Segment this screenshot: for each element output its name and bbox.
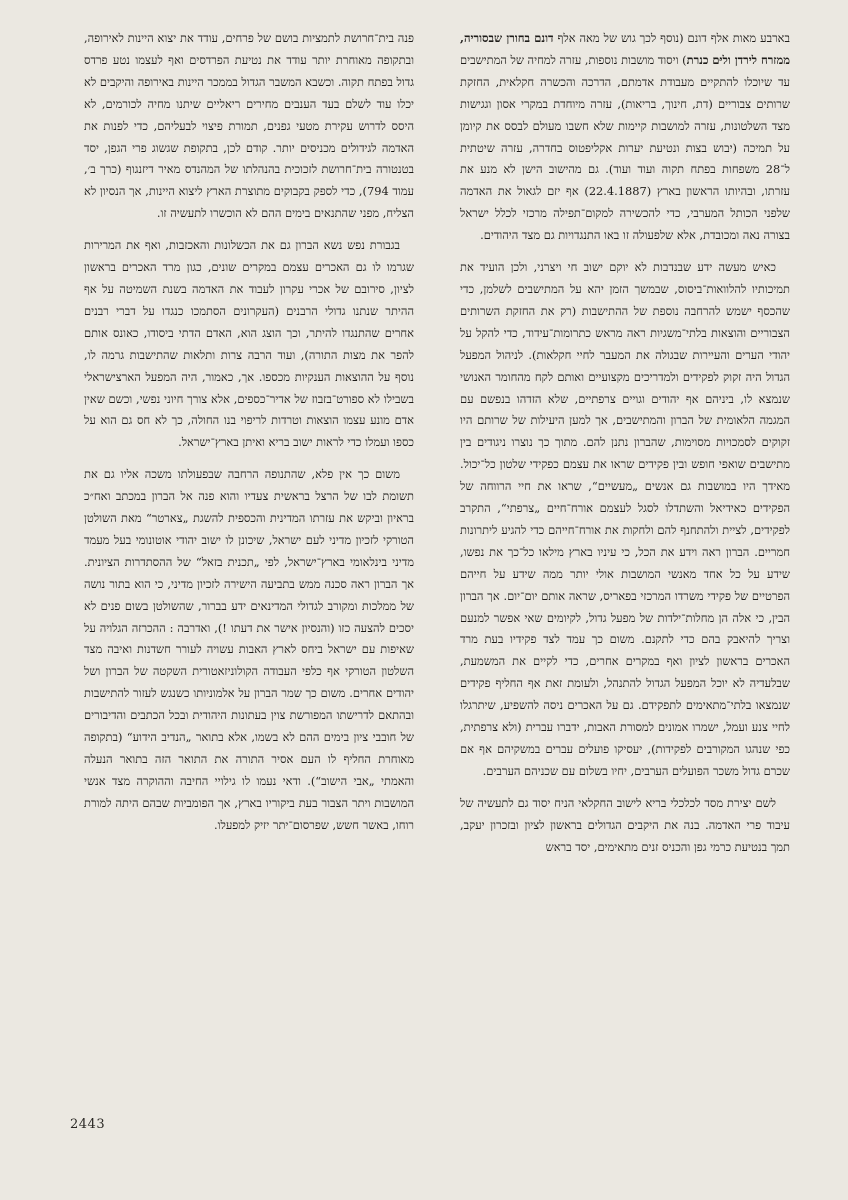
text-column-left [84, 28, 414, 847]
paragraph-text: ) ויסוד מושבות נוספות, עזרה למחיה של המתישבים עד שיוכלו להתקיים מעבודת אדמתם, הדרכה והכשרה חקלאית, החזקת שרותים צבוריים (דת, חינוך, בריאות), עזרה מיוחדת במקרי אסון וגגישות מצד השלטונות, עזרה למושבות קיימות שלא חשבו מעולם לבסס את קיומן על תמיכה (יבוש בצות ונטיעת יערות אקליפטוס בחדרה, עזרה שיטתית ל־28 משפחות בפתח תקוה ועוד ועוד). גם מהישוב הישן לא מנע את עזרתו, ובהיותו הראשון בארץ (22.4.1887) אף יזם לגאול את האדמה שלפני הכותל המערבי, כדי להכשירה למקום־תפילה מרכזי לכלל ישראל בצורה נאה ומכובדת, אלא שלפעולה זו באו התנגדויות גם מצד היהודים. [460, 52, 790, 243]
text-column-right [460, 28, 790, 869]
paragraph: לשם יצירת מסד לכלכלי בריא לישוב החקלאי הניח יסוד גם לתעשיה של עיבוד פרי האדמה. בנה את היקבים הגדולים בראשון לציון ובזכרון יעקב, תמך בנטיעת כרמי גפן והכניס זנים מתאימים, יסד בראש [460, 795, 790, 854]
paragraph [460, 28, 790, 247]
paragraph: כאיש מעשה ידע שבנדבות לא יוקם ישוב חי ויצרני, ולכן הועיד את תמיכותיו להלוואות־ביסוס, שבמשך הזמן יהא על המתישבים לשלמן, כדי שהכסף ישמש להרחבה נוספת של ההתישבות (רק את החזקת השרותים הצבוריים והוצאות בלתי־משגיות ראה מראש כתרומות־עידוד, כדי להקל על יהודי הערים והעיירות שבגולה את המעבר לחיי חקלאות). לניהול המפעל הגדול היה זקוק לפקידים ולמדריכים מקצועיים ואותם לקח מהחומר האנושי שנמצא לו, ביניהם אף יהודים וגויים צרפתיים, שלא הזדהו בנפשם עם המגמה הלאומית של הברון והמתישבים, אך למען היעילות של שרותם היו זקוקים לסמכויות מסוימות, שהברון נתנן להם. מתוך כך נוצרו ניגודים בין מתישבים שואפי חופש ובין פקידים שראו את עצמם כפקידי שלטון כל־יכול. מאידך היו במושבות גם אנשים „מעשיים“, שראו את חיי הרווחה של הפקידים כאידיאל והשתדלו לסגל לעצמם אורח־חיים „צרפתי“, התקרב לפקידים, לציית ולהתחנף להם ולחקות את אורח־חייהם כדי להגיע ליתרונות חמריים. הברון ראה וידע את הכל, כי עיניו בארץ מילאו כל־כך את נפשו, שידע על כל אחד מאנשי המושבות אולי יותר ממה שידע על חייהם הפרטיים של פקידי משרדו המרכזי בפאריס, שראה אותם יום־יום. אך הברון הבין, כי אלה הן מחלות־ילדות של מפעל גדול, לקיומים שאי אפשר למנעם וצריך להיאבק בהם כדי לתקנם. משום כך עמד לצד פקידיו בעת מרד האכרים בראשון לציון ואף במקרים אחרים, כדי לקיים את המשמעת, שבלעדיה לא יוכל המפעל הגדול להתנהל, ולעומת זאת אף החליף פקידים שנמצאו בלתי־מתאימים לתפקידם. גם על האכרים ניסה להשפיע, שיתרגלו לחיי צנע ועמל, ישמרו אמונים למסורת האבות, ידברו עברית (ולא צרפתית, כפי שנהגו המקורבים לפקידות), יעסיקו פועלים עברים במשקיהם אף אם שכרם גדול משכר הפועלים הערבים, יחיו בשלום עם שכניהם הערבים. [460, 260, 790, 778]
page-number: 2443 [70, 1117, 106, 1132]
paragraph: בגבורת נפש נשא הברון גם את הכשלונות והאכזבות, ואף את המרירות שגרמו לו גם האכרים עצמם במקרים שונים, כגון מרד האכרים בראשון לציון, סירובם של אכרי עקרון לעבוד את האדמה בשנת השמיטה על אף ההיתר שנתנו גדולי הרבנים (העקרונים הסתמכו כנגדו על דברי רבנים אחרים שהתנגדו להיתר, וכך הוצג הוא, האדם הדתי ביסודו, כאונס אותם להפר את מצות התורה), ועוד הרבה צרות ותלאות שהתישבות גרמה לו, נוסף על ההוצאות הענקיות מכספו. אך, כאמור, היה המפעל הארצישראלי בשבילו לא ספורט־בזבוז של אדיר־כספים, אלא צורך חיוני נפשי, וכשם שאין אדם מונע עצמו הוצאות וטרדות לריפוי בנו החולה, כך לא חס גם הוא על כספו ועמלו כדי לראות ישוב בריא ואיתן בארץ־ישראל. [84, 238, 414, 450]
bold-phrase: דונם בחורן שבסוריה, ממזרח לירדן וליּם כנרת [460, 31, 790, 67]
paragraph-lead: בארבע מאות אלף דונם (נוסף לכך גוש של מאה אלף [553, 31, 790, 45]
paragraph: משום כך אין פלא, שהתנופה הרחבה שבפעולתו משכה אליו גם את תשומת לבו של הרצל בראשית צעדיו והוא פנה אל הברון במכתב ואח״כ בראיון וביקש את עזרתו המדינית והכספית להשגת „צארטר“ מאת השולטן הטורקי לזכיון מדיני לעם ישראל, שיכונן לו ישוב יהודי אוטונומי בעל מעמד מדיני בינלאומי בארץ־ישראל, לפי „תכנית בזאל“ של ההסתדרות הציונית. אך הברון ראה סכנה ממש בתביעה הישירה לזכיון מדיני, כי הוא בתור נושה של ממלכות ומקורב לגדולי המדינאים ידע בברור, שהשולטן בשום פנים לא יסכים להצעה כזו (והנסיון אישר את דעתו !), ואדרבה : ההכרזה הגלויה על שאיפות עם ישראל ביחס לארץ האבות עשויה לעורר חשדנות ואיבה מצד השלטון הטורקי אף כלפי העבודה הקולוניזאטורית השקטה של הברון ושל יהודים אחרים. משום כך שמר הברון על אלמוניותו כשנגש לעזור להתישבות ובהתאם לדרישתו המפורשת צוין בעתונות היהודית ובכל הכתבים והדיבורים של חובבי ציון בימים ההם לא בשמו, אלא בתואר „הנדיב הידוע“ (בתקופה מאוחרת החליף לו העם אסיר התורה את התואר הזה בתואר הנעלה והאמתי „אבי הישוב“). ודאי נעמו לו גילויי החיבה וההוקרה מצד אנשי המושבות ויתר הצבור בעת ביקוריו בארץ, אך הפומביות שבהם היתה למורת רוחו, באשר חשש, שפרסום־יתר יזיק למפעלו. [84, 467, 414, 832]
paragraph: פנה בית־חרושת לתמציות בושם של פרחים, עודד את יצוא היינות לאירופה, ובתקופה מאוחרת יותר עודד את נטיעת הפרדסים ואף לעצמו נטע פרדס גדול בפתח תקוה. וכשבא המשבר הגדול בממכר היינות באירופה והיקבים לא יכלו עוד לשלם בעד הענבים מחירים ריאליים שיתנו מחיה לכורמים, לא היסס לדרוש עקירת מטעי גפנים, תמורת פיצוי לבעליהם, כדי לפנות את האדמה לגידולים מכניסים יותר. קודם לכן, בתקופת שגשוג פרי הגפן, יסד בטנטורה בית־חרושת לזכוכית בהנהלתו של המהנדס מאיר דיזנגוף (כרך ב׳, עמוד 794), כדי לספק בקבוקים מתוצרת הארץ ליצוא היינות, אך הנסיון לא הצליח, מפני שהתנאים בימים ההם לא הוכשרו לתעשיה זו. [84, 31, 414, 221]
